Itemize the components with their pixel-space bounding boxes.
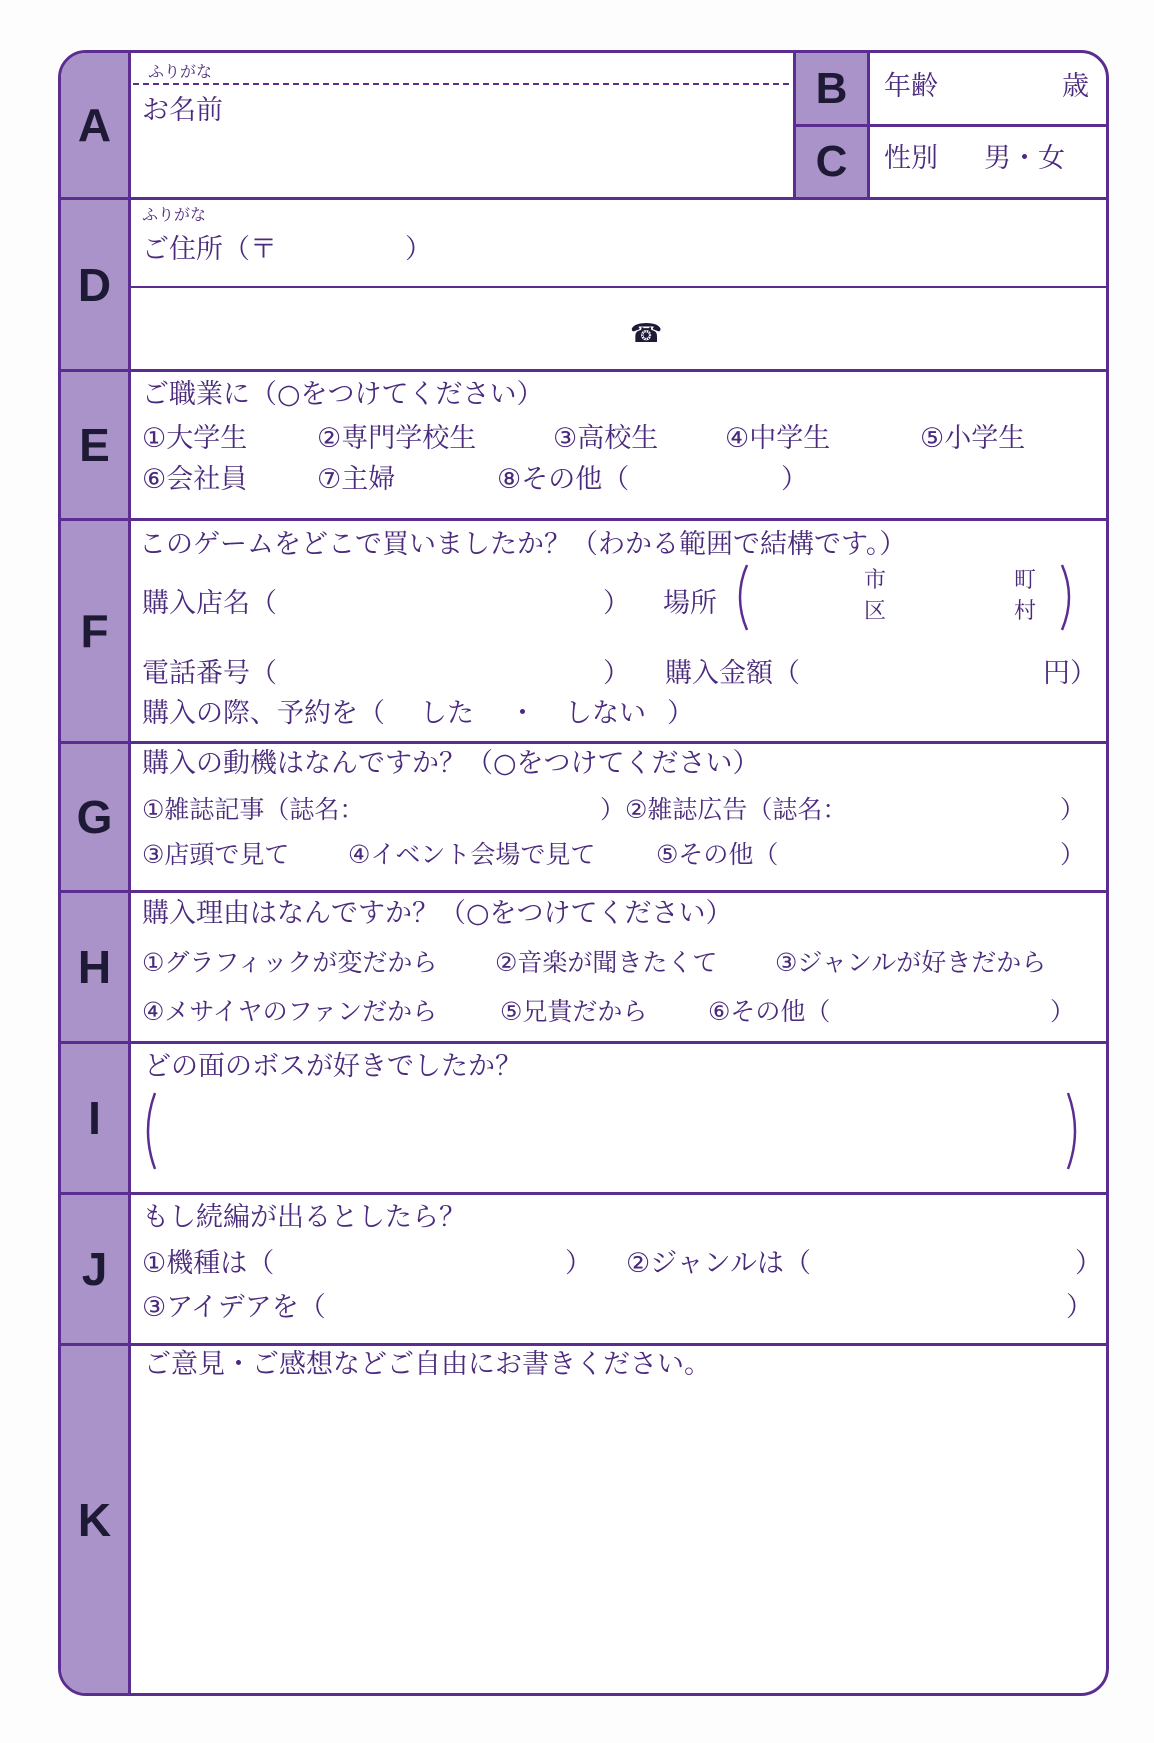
place-unit-city: 市 [864,568,887,593]
section-letter-g: G [76,791,113,843]
place-unit-ward: 区 [864,599,887,624]
reservation-option-yes: した [420,698,474,729]
motive-close: ） [1060,795,1086,824]
section-letter-h: H [77,941,112,993]
age-unit: 歳 [1062,71,1089,102]
address-label: ご住所（〒 [142,234,277,265]
age-label: 年齢 [884,71,938,102]
occupation-other-close: ） [781,464,808,495]
reason-option: ⑥その他（ [708,997,831,1026]
gender-label: 性別 [884,143,938,174]
section-letter-a: A [77,99,112,151]
place-unit-village: 村 [1014,599,1037,624]
favorite-boss-question: どの面のボスが好きでしたか？ [144,1051,522,1082]
sequel-close: ） [565,1248,592,1279]
occupation-option: ⑥会社員 [142,464,248,495]
section-letter-f: F [80,605,109,657]
reason-option: ③ジャンルが好きだから [775,948,1047,977]
price-unit-close: 円） [1043,658,1097,689]
purchase-place-question: このゲームをどこで買いましたか？（わかる範囲で結構です。） [139,529,907,560]
reservation-close: ） [667,698,694,729]
occupation-option: ⑤小学生 [920,423,1026,454]
reservation-separator: ・ [509,698,536,729]
motive-option: ⑤その他（ [656,840,779,869]
occupation-option: ⑦主婦 [317,464,396,495]
section-letter-e: E [79,419,110,471]
shop-phone-close: ） [603,658,630,689]
sequel-close: ） [1075,1248,1102,1279]
sequel-item-idea: ③アイデアを（ [142,1292,326,1323]
place-label: 場所 [663,588,717,619]
sequel-close: ） [1066,1292,1093,1323]
section-letter-j: J [81,1243,108,1295]
motive-option: ③店頭で見て [142,840,290,869]
occupation-question: ご職業に（○をつけてください） [142,379,544,410]
sequel-item-genre: ②ジャンルは（ [626,1248,811,1279]
occupation-option: ②専門学校生 [317,423,477,454]
shop-phone-label: 電話番号（ [142,658,277,689]
motive-option: ④イベント会場で見て [348,840,596,869]
reservation-label: 購入の際、予約を（ [142,698,385,729]
gender-options: 男・女 [984,143,1065,174]
occupation-option: ④中学生 [725,423,831,454]
motive-close: ） [1060,840,1086,869]
section-letter-c: C [815,137,848,186]
section-letter-d: D [77,258,112,311]
reason-option: ⑤兄貴だから [500,997,648,1026]
section-letter-i: I [88,1092,101,1144]
name-furigana-label: ふりがな [148,62,213,81]
occupation-option: ①大学生 [142,423,248,454]
address-furigana-label: ふりがな [142,205,207,224]
price-label: 購入金額（ [665,658,800,689]
reservation-option-no: しない [565,698,646,729]
reason-question: 購入理由はなんですか？（○をつけてください） [142,898,733,929]
motive-question: 購入の動機はなんですか？（○をつけてください） [142,748,760,779]
occupation-option: ⑧その他（ [497,464,630,495]
comments-prompt: ご意見・ご感想などご自由にお書きください。 [144,1349,711,1380]
reason-close: ） [1050,997,1076,1026]
shop-name-close: ） [603,588,630,619]
reason-option: ②音楽が聞きたくて [495,948,718,977]
section-letter-k: K [77,1493,112,1546]
place-unit-town: 町 [1014,568,1037,593]
section-letter-b: B [815,63,848,113]
shop-name-label: 購入店名（ [142,588,277,619]
motive-option: ①雑誌記事（誌名： [142,795,365,824]
sequel-question: もし続編が出るとしたら？ [142,1202,466,1233]
motive-option: ）②雑誌広告（誌名： [600,795,848,824]
telephone-icon [630,321,662,347]
occupation-option: ③高校生 [553,423,659,454]
postal-close-paren: ） [405,234,432,265]
reason-option: ①グラフィックが変だから [142,948,438,977]
name-label: お名前 [142,95,223,126]
reason-option: ④メサイヤのファンだから [142,997,438,1026]
sequel-item-platform: ①機種は（ [142,1248,275,1279]
